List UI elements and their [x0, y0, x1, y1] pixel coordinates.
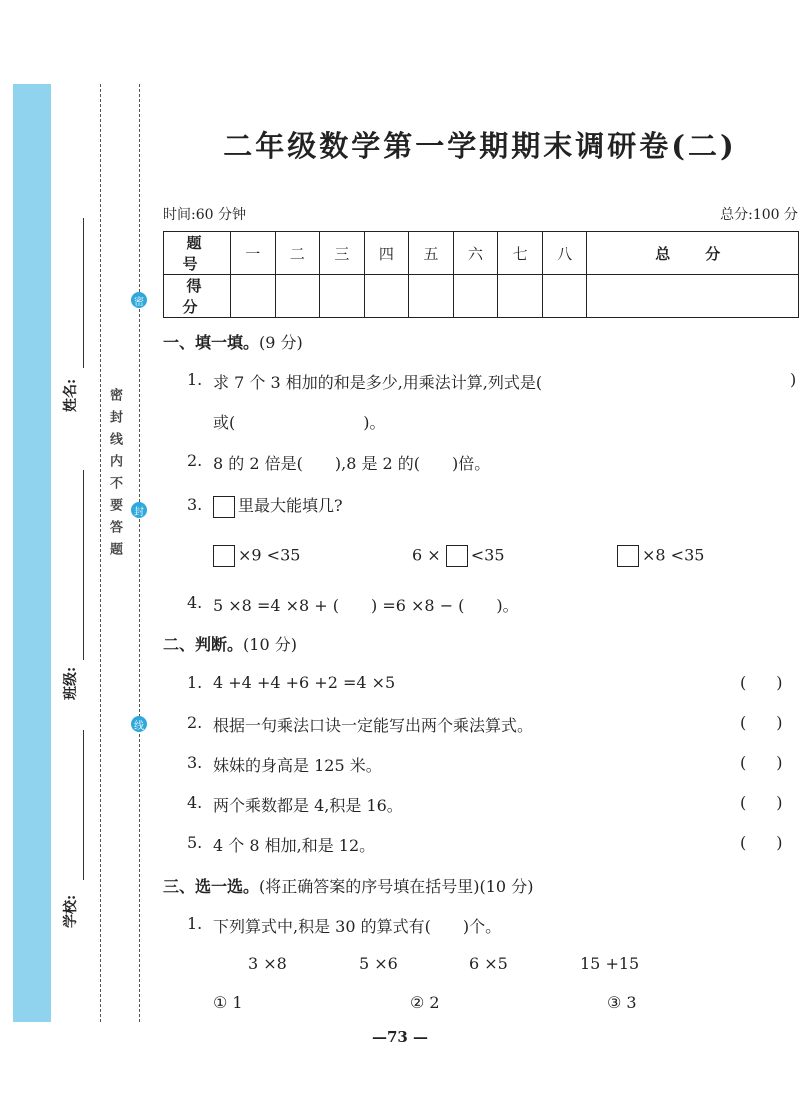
seal-line	[139, 84, 140, 1022]
answer-box[interactable]	[446, 545, 468, 567]
score-cell[interactable]	[409, 275, 454, 318]
s3-q1-expr-2: 5 ×6	[359, 954, 398, 973]
s1-q4-num: 4.	[187, 593, 203, 612]
page-title: 二年级数学第一学期期末调研卷(二)	[223, 129, 737, 163]
s1-q1-line2: 或( )。	[213, 413, 386, 432]
score-cell[interactable]	[587, 275, 799, 318]
header-cell: 总 分	[587, 232, 799, 275]
header-cell: 二	[275, 232, 320, 275]
header-cell: 五	[409, 232, 454, 275]
school-label: 学校:	[63, 894, 79, 928]
section-3-heading	[163, 874, 533, 897]
expr-text: ×8 <35	[642, 545, 705, 565]
name-line	[83, 218, 84, 368]
score-cell[interactable]	[320, 275, 365, 318]
score-cell[interactable]	[542, 275, 587, 318]
score-row-label: 得 分	[164, 275, 231, 318]
score-cell[interactable]	[364, 275, 409, 318]
s2-item-5-num: 5.	[187, 833, 203, 852]
header-cell: 八	[542, 232, 587, 275]
answer-bracket[interactable]: ()	[740, 673, 812, 692]
s2-item-4-text: 两个乘数都是 4,积是 16。	[213, 796, 403, 815]
s1-q4-text: 5 ×8 =4 ×8 + ( ) =6 ×8 − ( )。	[213, 596, 519, 615]
score-table-header-row	[164, 232, 799, 275]
school-line	[83, 730, 84, 880]
header-cell: 六	[453, 232, 498, 275]
s3-q1-option-2[interactable]: ② 2	[410, 993, 440, 1012]
s2-item-4-num: 4.	[187, 793, 203, 812]
answer-bracket[interactable]: ()	[740, 833, 812, 852]
name-label: 姓名:	[63, 378, 79, 412]
s3-q1-text: 下列算式中,积是 30 的算式有( )个。	[213, 917, 502, 936]
class-label: 班级:	[63, 666, 79, 700]
time-info: 时间:60 分钟	[163, 207, 246, 223]
score-cell[interactable]	[498, 275, 543, 318]
header-cell: 七	[498, 232, 543, 275]
s3-q1-expr-1: 3 ×8	[248, 954, 287, 973]
expr-text: 6 ×	[412, 545, 441, 565]
header-cell: 题 号	[164, 232, 231, 275]
answer-box[interactable]	[617, 545, 639, 567]
seal-tag-xian: 线	[131, 716, 147, 732]
s1-q3-expr-2	[412, 545, 505, 567]
section-3-points: (将正确答案的序号填在括号里)(10 分)	[259, 877, 534, 896]
section-3-title: 三、选一选。	[163, 877, 260, 896]
header-cell: 三	[320, 232, 365, 275]
s1-q3-expr-1	[213, 545, 300, 567]
section-2-heading	[163, 632, 297, 655]
answer-bracket[interactable]: ()	[740, 713, 812, 732]
expr-text: ×9 <35	[238, 545, 301, 565]
s2-item-1-text: 4 +4 +4 +6 +2 =4 ×5	[213, 673, 396, 692]
total-score-info: 总分:100 分	[720, 207, 798, 223]
answer-box[interactable]	[213, 496, 235, 518]
score-table	[163, 231, 799, 318]
s3-q1-option-3[interactable]: ③ 3	[607, 993, 637, 1012]
s1-q2-text: 8 的 2 倍是( ),8 是 2 的( )倍。	[213, 454, 491, 473]
s1-q1-num: 1.	[187, 370, 203, 389]
s1-q3-text: 里最大能填几?	[238, 496, 343, 515]
s1-q2-num: 2.	[187, 451, 203, 470]
s3-q1-expr-4: 15 +15	[580, 954, 640, 973]
s3-q1-option-1[interactable]: ① 1	[213, 993, 243, 1012]
answer-box[interactable]	[213, 545, 235, 567]
score-table-score-row	[164, 275, 799, 318]
s3-q1-expr-3: 6 ×5	[469, 954, 508, 973]
score-cell[interactable]	[275, 275, 320, 318]
section-1-heading	[163, 330, 303, 353]
s1-q3-expr-3	[617, 545, 704, 567]
class-line	[83, 470, 84, 660]
s2-item-5-text: 4 个 8 相加,和是 12。	[213, 836, 376, 855]
seal-tag-feng: 封	[131, 502, 147, 518]
seal-tag-mi: 密	[131, 292, 147, 308]
s1-q3-num: 3.	[187, 495, 203, 514]
s1-q3-line	[213, 493, 343, 518]
section-1-points: (9 分)	[259, 333, 303, 352]
s2-item-2-text: 根据一句乘法口诀一定能写出两个乘法算式。	[213, 716, 534, 735]
s3-q1-num: 1.	[187, 914, 203, 933]
section-2-title: 二、判断。	[163, 635, 244, 654]
page-number: —73 —	[371, 1028, 429, 1046]
expr-text: <35	[470, 545, 505, 565]
section-2-points: (10 分)	[243, 635, 297, 654]
header-cell: 四	[364, 232, 409, 275]
seal-notice: 密封线内不要答题	[107, 388, 122, 564]
s2-item-2-num: 2.	[187, 713, 203, 732]
answer-bracket[interactable]: ()	[740, 793, 812, 812]
header-cell: 一	[231, 232, 276, 275]
answer-bracket[interactable]: ()	[740, 753, 812, 772]
cut-line	[100, 84, 101, 1022]
score-cell[interactable]	[453, 275, 498, 318]
s2-item-3-num: 3.	[187, 753, 203, 772]
section-1-title: 一、填一填。	[163, 333, 260, 352]
binding-strip	[13, 84, 51, 1022]
s2-item-1-num: 1.	[187, 673, 203, 692]
s1-q1-text: 求 7 个 3 相加的和是多少,用乘法计算,列式是(	[213, 373, 543, 392]
s2-item-3-text: 妹妹的身高是 125 米。	[213, 756, 382, 775]
s1-q1-close: )	[790, 370, 797, 389]
